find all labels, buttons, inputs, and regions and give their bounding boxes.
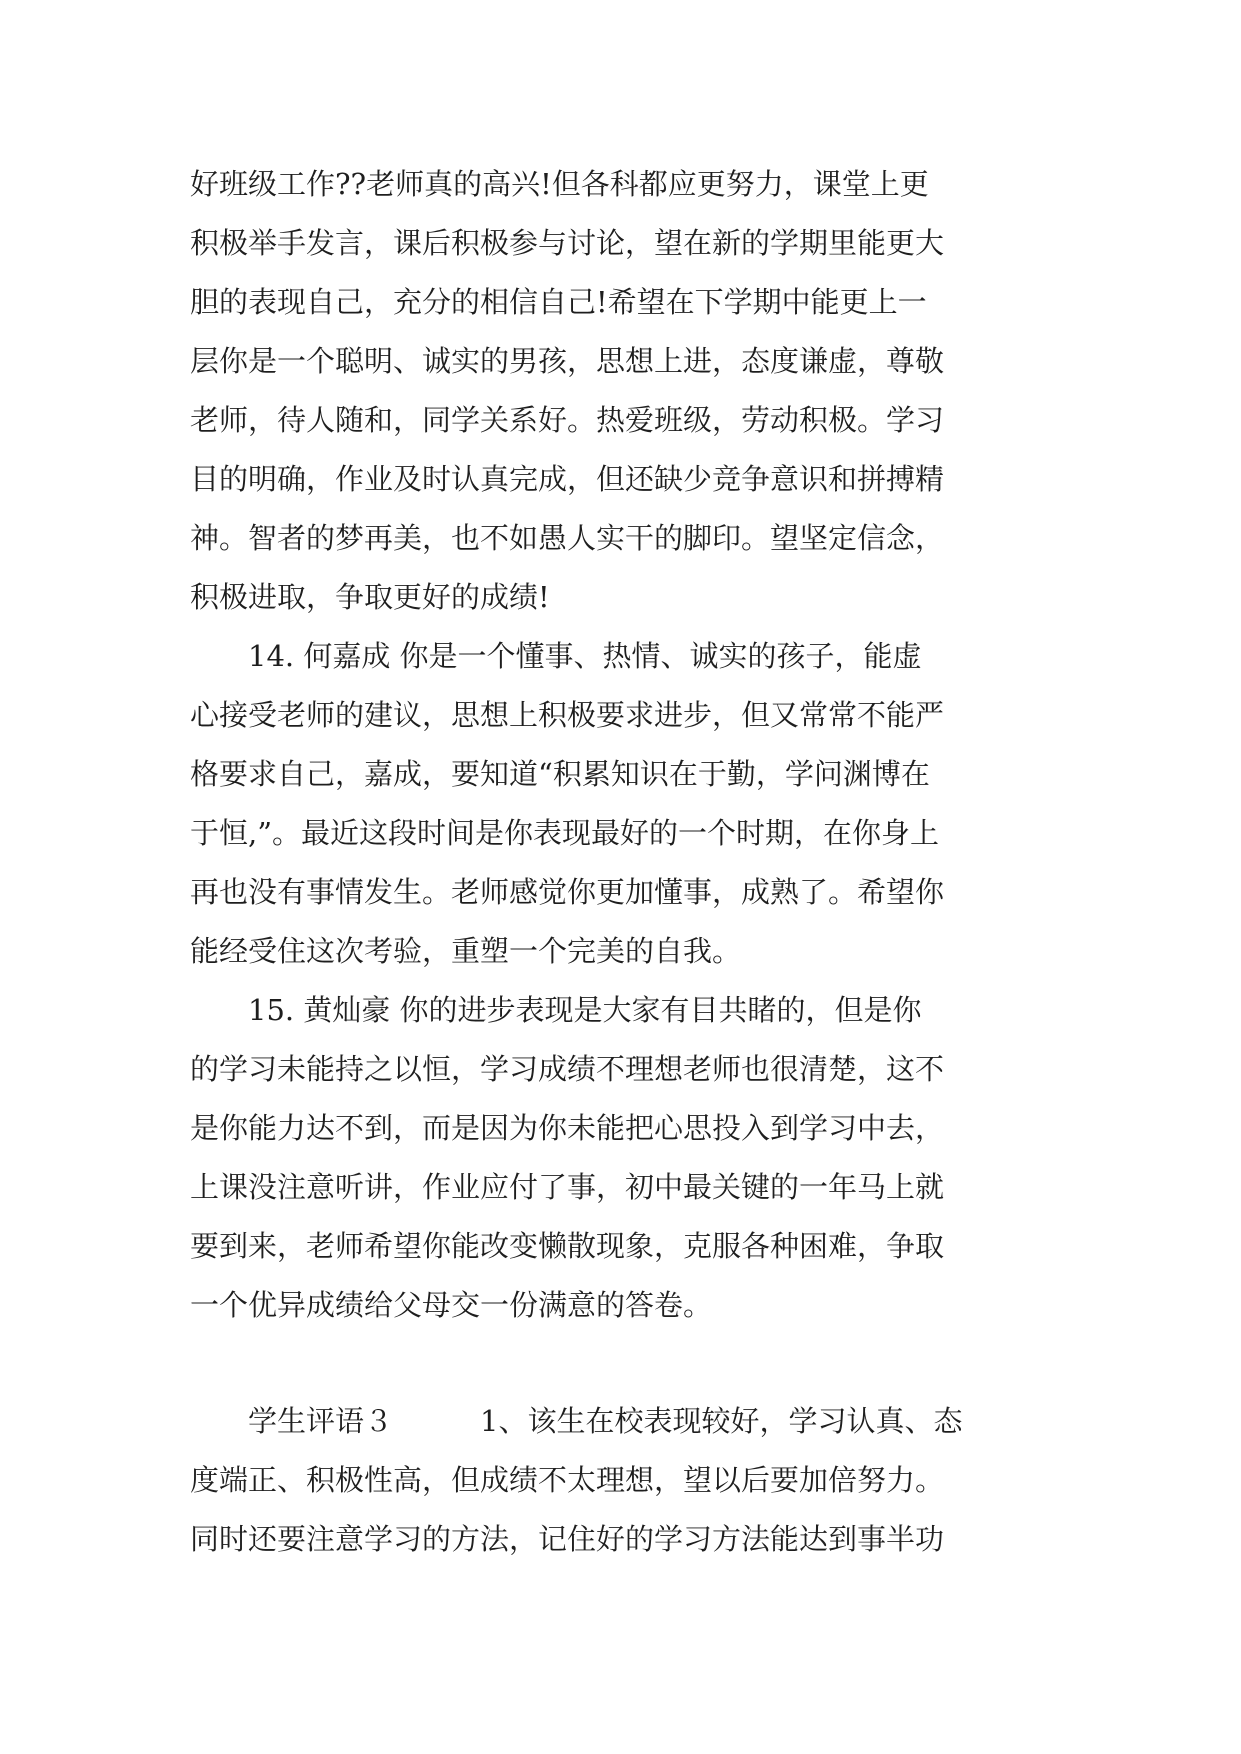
- text-line: 要到来，老师希望你能改变懒散现象，克服各种困难，争取: [190, 1229, 945, 1263]
- text-line: 好班级工作??老师真的高兴!但各科都应更努力，课堂上更: [190, 167, 929, 201]
- text-line: 一个优异成绩给父母交一份满意的答卷。: [190, 1288, 713, 1322]
- text-line: 的学习未能持之以恒，学习成绩不理想老师也很清楚，这不: [190, 1052, 945, 1086]
- text-line: 胆的表现自己，充分的相信自己!希望在下学期中能更上一: [190, 285, 927, 319]
- text-line: 格要求自己，嘉成，要知道“积累知识在于勤，学问渊博在: [190, 757, 930, 791]
- text-line: 积极进取，争取更好的成绩!: [190, 580, 550, 614]
- text-line: 目的明确，作业及时认真完成，但还缺少竞争意识和拼搏精: [190, 462, 945, 496]
- text-line: 老师，待人随和，同学关系好。热爱班级，劳动积极。学习: [190, 403, 945, 437]
- text-line: 积极举手发言，课后积极参与讨论，望在新的学期里能更大: [190, 226, 945, 260]
- section-heading-line: 学生评语３ 1、该生在校表现较好，学习认真、态: [190, 1404, 963, 1438]
- text-line: 是你能力达不到，而是因为你未能把心思投入到学习中去，: [190, 1111, 945, 1145]
- text-line: 于恒,”。最近这段时间是你表现最好的一个时期，在你身上: [190, 816, 940, 850]
- paragraph-first-line: 14. 何嘉成 你是一个懂事、热情、诚实的孩子，能虚: [190, 639, 922, 673]
- paragraph-first-line: 15. 黄灿豪 你的进步表现是大家有目共睹的，但是你: [190, 993, 922, 1027]
- text-line: 上课没注意听讲，作业应付了事，初中最关键的一年马上就: [190, 1170, 945, 1204]
- text-line: 能经受住这次考验，重塑一个完美的自我。: [190, 934, 742, 968]
- text-line: 心接受老师的建议，思想上积极要求进步，但又常常不能严: [190, 698, 945, 732]
- text-line: 度端正、积极性高，但成绩不太理想，望以后要加倍努力。: [190, 1463, 945, 1497]
- text-line: 再也没有事情发生。老师感觉你更加懂事，成熟了。希望你: [190, 875, 945, 909]
- text-line: 神。智者的梦再美，也不如愚人实干的脚印。望坚定信念，: [190, 521, 945, 555]
- text-line: 同时还要注意学习的方法，记住好的学习方法能达到事半功: [190, 1522, 945, 1556]
- text-line: 层你是一个聪明、诚实的男孩，思想上进，态度谦虚，尊敬: [190, 344, 945, 378]
